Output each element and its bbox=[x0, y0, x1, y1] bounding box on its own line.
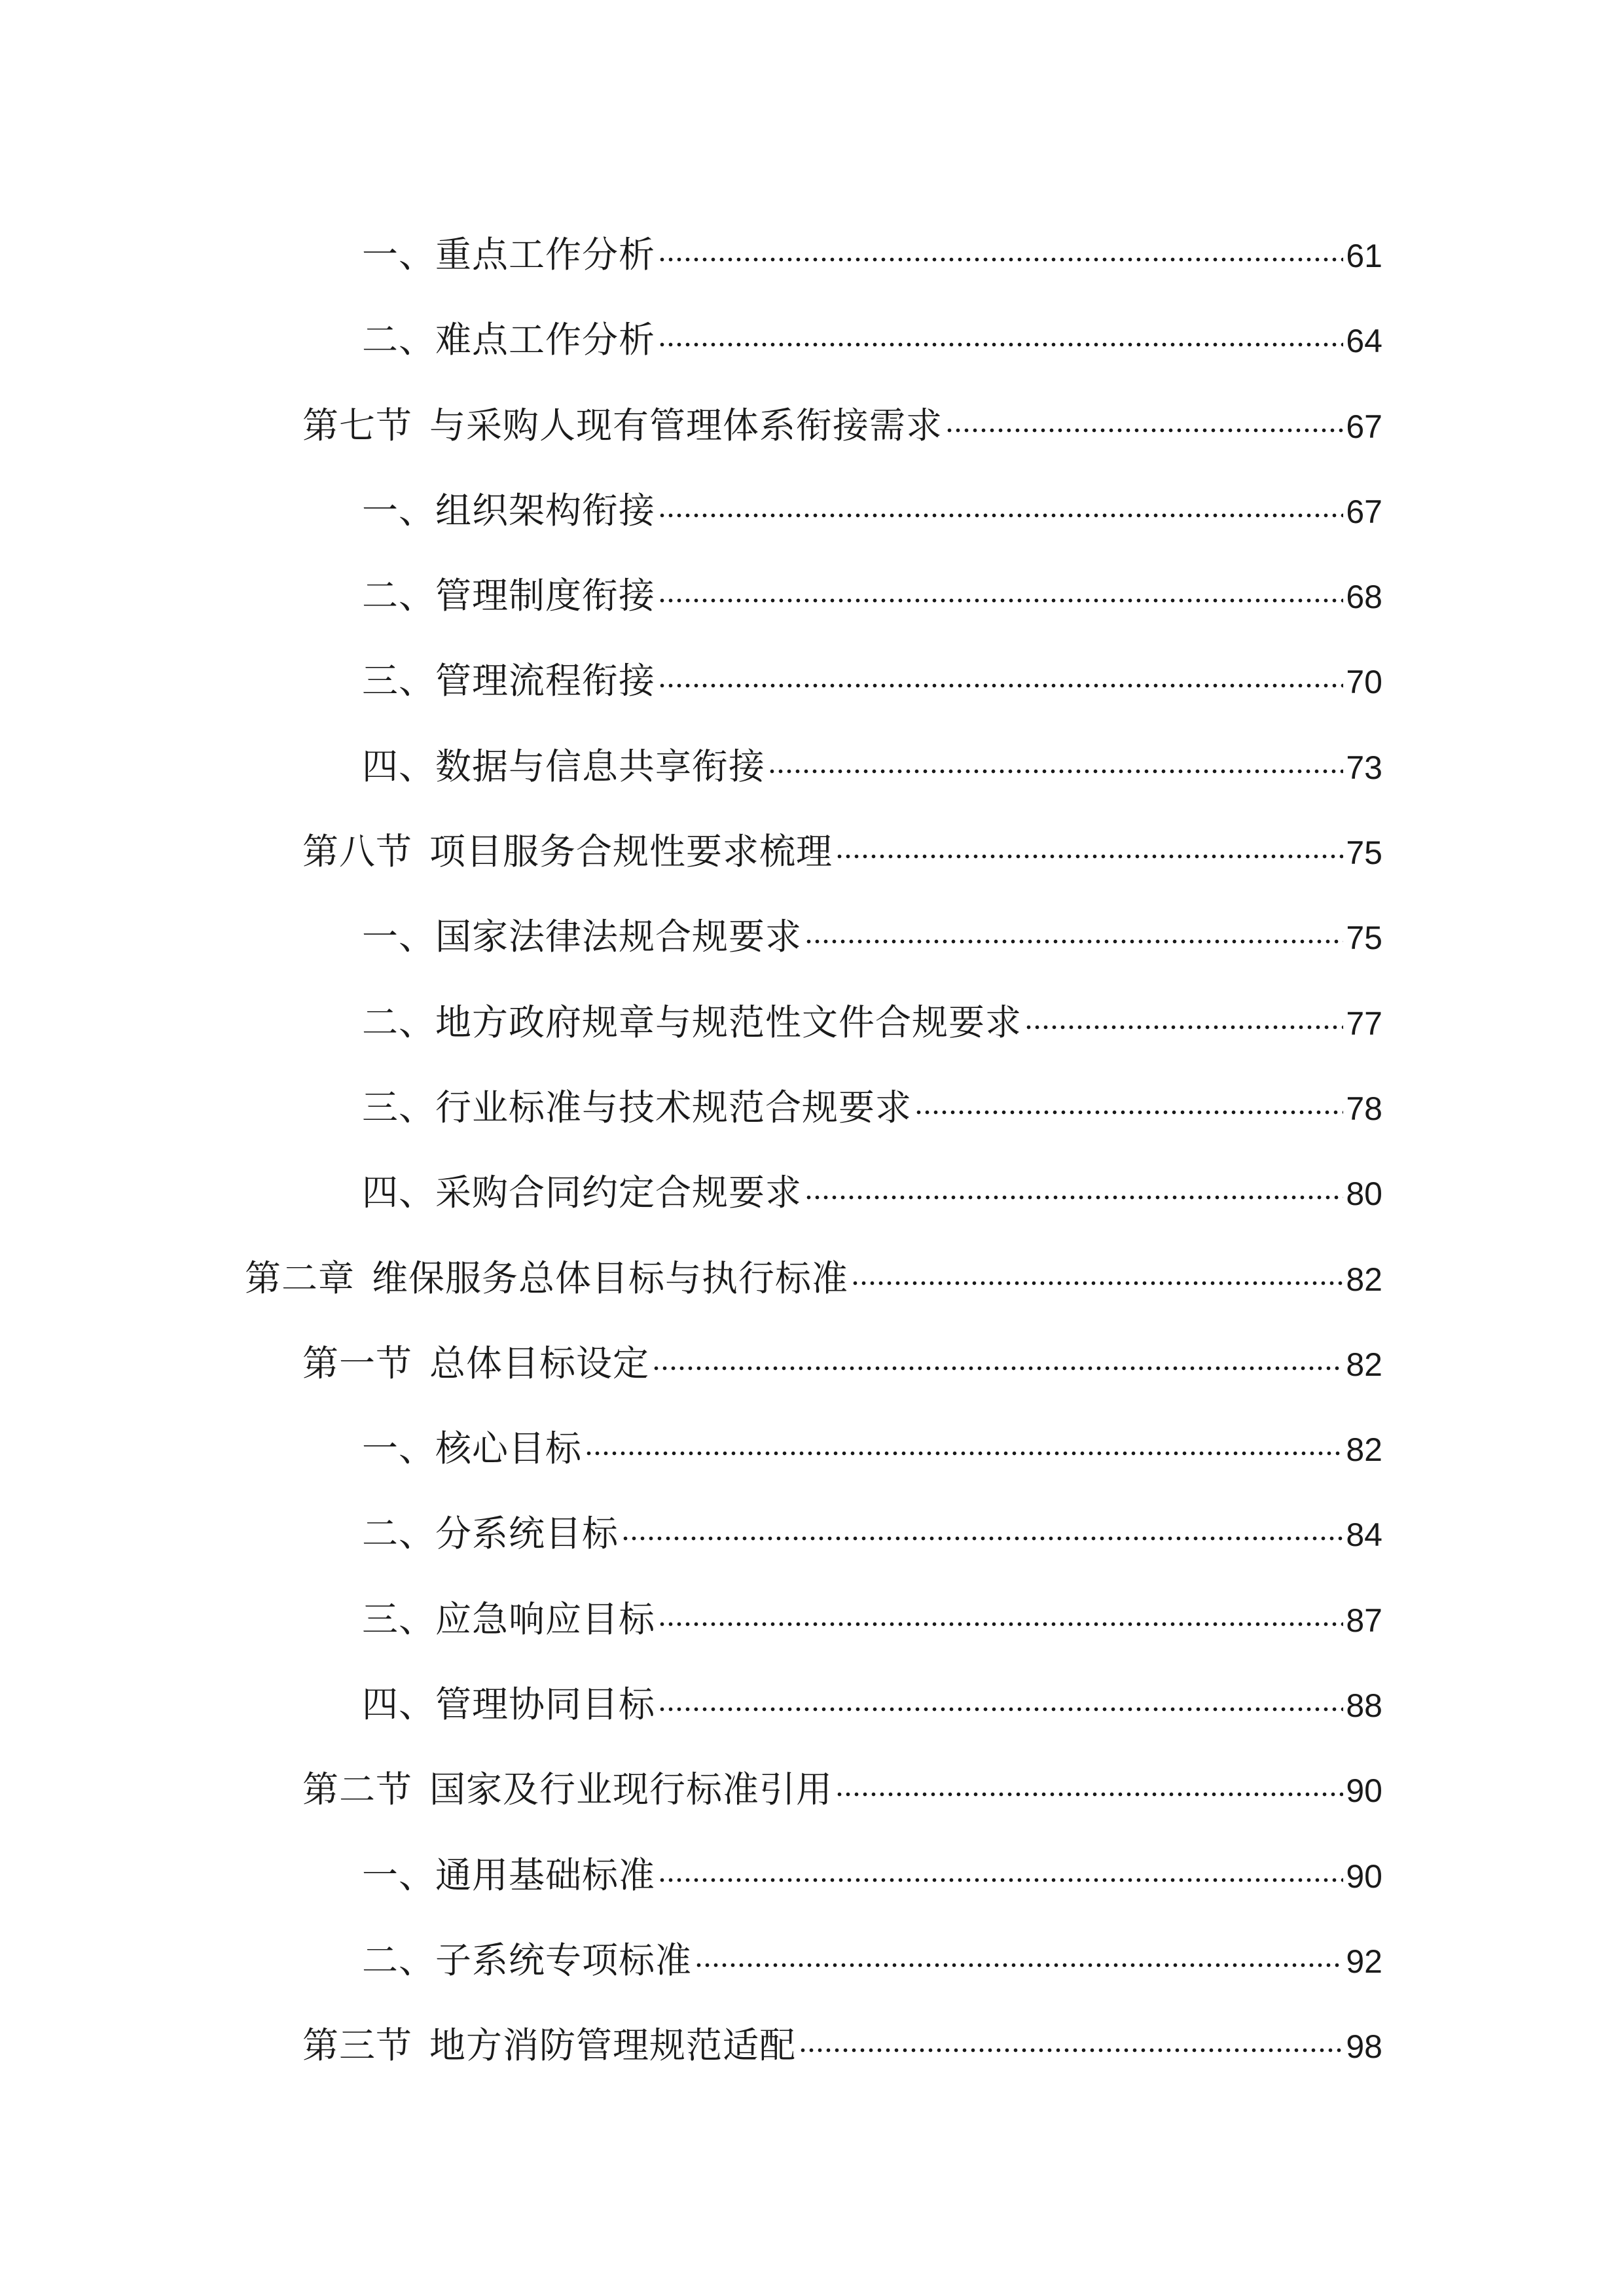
toc-entry[interactable] bbox=[0, 1482, 1624, 1567]
toc-entry-section-number: 第三节 bbox=[302, 2024, 413, 2067]
toc-entry[interactable] bbox=[0, 885, 1624, 970]
toc-entry-line bbox=[245, 1245, 1382, 1299]
toc-entry-title: 国家及行业现行标准引用 bbox=[429, 1768, 833, 1811]
dot-leader bbox=[652, 1330, 1343, 1376]
toc-entry-line bbox=[362, 1586, 1382, 1640]
toc-entry-line bbox=[302, 818, 1382, 873]
toc-entry-page-number: 78 bbox=[1346, 1090, 1382, 1127]
toc-entry-title: 三、行业标准与技术规范合规要求 bbox=[362, 1086, 912, 1128]
toc-entry-page-number: 90 bbox=[1346, 1772, 1382, 1810]
toc-entry-title: 一、重点工作分析 bbox=[362, 234, 656, 276]
toc-entry-page-number: 75 bbox=[1346, 920, 1382, 957]
toc-entry-label bbox=[362, 1852, 655, 1898]
toc-entry-page-number: 88 bbox=[1346, 1687, 1382, 1725]
toc-entry-line bbox=[362, 903, 1382, 958]
dot-leader bbox=[658, 562, 1343, 608]
toc-entry-line bbox=[362, 1074, 1382, 1128]
toc-entry-line bbox=[362, 1842, 1382, 1896]
dot-leader bbox=[835, 818, 1343, 864]
toc-entry[interactable] bbox=[0, 1397, 1624, 1482]
dot-leader bbox=[804, 903, 1343, 949]
toc-entry-line bbox=[362, 562, 1382, 617]
toc-entry-title: 四、数据与信息共享衔接 bbox=[362, 745, 766, 787]
dot-leader bbox=[658, 647, 1343, 693]
toc-entry-line bbox=[362, 989, 1382, 1043]
toc-entry-label bbox=[362, 232, 655, 278]
toc-entry[interactable] bbox=[0, 1056, 1624, 1141]
toc-entry-page-number: 61 bbox=[1346, 238, 1382, 274]
toc-entry[interactable] bbox=[0, 1653, 1624, 1738]
toc-entry-page-number: 70 bbox=[1346, 664, 1382, 701]
toc-entry-page-number: 67 bbox=[1346, 493, 1382, 530]
dot-leader bbox=[835, 1756, 1343, 1802]
toc-entry-label bbox=[362, 914, 802, 960]
toc-entry-label bbox=[362, 317, 655, 363]
toc-entry-label bbox=[362, 488, 655, 533]
dot-leader bbox=[658, 477, 1343, 523]
toc-entry[interactable] bbox=[0, 203, 1624, 288]
toc-entry-page-number: 90 bbox=[1346, 1857, 1382, 1895]
toc-entry[interactable] bbox=[0, 715, 1624, 800]
dot-leader bbox=[1024, 989, 1343, 1035]
toc-entry-title: 维保服务总体目标与执行标准 bbox=[372, 1257, 849, 1299]
toc-entry-title: 一、国家法律法规合规要求 bbox=[362, 916, 803, 958]
toc-entry-page-number: 84 bbox=[1346, 1516, 1382, 1554]
toc-entry-page-number: 98 bbox=[1346, 2028, 1382, 2066]
toc-entry-section-number: 第七节 bbox=[302, 404, 413, 446]
toc-entry-line bbox=[362, 221, 1382, 276]
toc-entry-label bbox=[362, 999, 1022, 1045]
toc-entry-label bbox=[362, 1681, 655, 1727]
toc-entry-title: 一、核心目标 bbox=[362, 1427, 583, 1470]
toc-entry-title: 一、组织架构衔接 bbox=[362, 489, 656, 531]
toc-entry[interactable] bbox=[0, 1823, 1624, 1909]
toc-entry-line bbox=[302, 392, 1382, 446]
dot-leader bbox=[768, 733, 1343, 779]
toc-entry[interactable] bbox=[0, 971, 1624, 1056]
dot-leader bbox=[695, 1927, 1343, 1973]
toc-entry-section-number: 第二节 bbox=[302, 1768, 413, 1811]
toc-entry-line bbox=[362, 647, 1382, 702]
dot-leader bbox=[914, 1074, 1343, 1120]
toc-entry-title: 二、分系统目标 bbox=[362, 1513, 619, 1555]
toc-entry[interactable] bbox=[0, 800, 1624, 885]
table-of-contents bbox=[0, 203, 1624, 2079]
toc-entry-line bbox=[362, 1927, 1382, 1981]
toc-entry[interactable] bbox=[0, 1738, 1624, 1823]
toc-entry-page-number: 82 bbox=[1346, 1261, 1382, 1298]
toc-entry-label bbox=[362, 1511, 619, 1556]
toc-entry[interactable] bbox=[0, 288, 1624, 373]
toc-entry-section-number: 第二章 bbox=[245, 1257, 355, 1299]
toc-entry-page-number: 64 bbox=[1346, 323, 1382, 360]
dot-leader bbox=[804, 1159, 1343, 1205]
dot-leader bbox=[658, 1842, 1343, 1888]
toc-entry-label bbox=[362, 744, 765, 789]
toc-entry-section-number: 第八节 bbox=[302, 831, 413, 873]
toc-entry-title: 二、地方政府规章与规范性文件合规要求 bbox=[362, 1001, 1022, 1043]
toc-entry-line bbox=[362, 477, 1382, 531]
toc-entry-label bbox=[302, 2022, 796, 2068]
toc-entry[interactable] bbox=[0, 1227, 1624, 1312]
toc-entry-page-number: 92 bbox=[1346, 1943, 1382, 1980]
dot-leader bbox=[658, 306, 1343, 352]
toc-entry-title: 地方消防管理规范适配 bbox=[429, 2024, 797, 2067]
toc-entry-label bbox=[362, 1085, 912, 1130]
toc-entry-line bbox=[362, 306, 1382, 361]
toc-entry-line bbox=[362, 1500, 1382, 1555]
toc-entry[interactable] bbox=[0, 1141, 1624, 1226]
dot-leader bbox=[658, 1586, 1343, 1632]
toc-entry[interactable] bbox=[0, 1568, 1624, 1653]
toc-entry-title: 三、管理流程衔接 bbox=[362, 660, 656, 702]
toc-entry-title: 项目服务合规性要求梳理 bbox=[429, 831, 833, 873]
toc-entry-page-number: 73 bbox=[1346, 749, 1382, 786]
toc-entry-page-number: 68 bbox=[1346, 579, 1382, 616]
toc-entry-page-number: 67 bbox=[1346, 408, 1382, 445]
toc-entry-title: 四、管理协同目标 bbox=[362, 1683, 656, 1726]
toc-entry-line bbox=[362, 1415, 1382, 1470]
toc-entry-page-number: 80 bbox=[1346, 1175, 1382, 1213]
toc-entry[interactable] bbox=[0, 544, 1624, 629]
toc-entry-page-number: 82 bbox=[1346, 1431, 1382, 1469]
toc-entry-line bbox=[302, 1756, 1382, 1811]
toc-entry[interactable] bbox=[0, 629, 1624, 714]
dot-leader bbox=[799, 2012, 1343, 2058]
dot-leader bbox=[585, 1415, 1343, 1461]
toc-entry-line bbox=[362, 1159, 1382, 1214]
toc-entry-label bbox=[362, 1426, 582, 1471]
toc-entry-line bbox=[302, 1330, 1382, 1384]
toc-entry-title: 四、采购合同约定合规要求 bbox=[362, 1172, 803, 1214]
dot-leader bbox=[945, 392, 1343, 438]
toc-entry-title: 二、难点工作分析 bbox=[362, 319, 656, 361]
toc-entry-title: 二、子系统专项标准 bbox=[362, 1939, 693, 1981]
toc-entry-label bbox=[362, 1170, 802, 1215]
toc-entry-label bbox=[362, 658, 655, 704]
toc-entry-label bbox=[362, 573, 655, 619]
toc-entry[interactable] bbox=[0, 1909, 1624, 1994]
dot-leader bbox=[658, 221, 1343, 267]
toc-entry-label bbox=[302, 1767, 833, 1812]
toc-entry-page-number: 77 bbox=[1346, 1005, 1382, 1042]
dot-leader bbox=[621, 1500, 1343, 1546]
toc-entry[interactable] bbox=[0, 459, 1624, 544]
dot-leader bbox=[851, 1245, 1343, 1291]
toc-entry-line bbox=[362, 1671, 1382, 1726]
toc-entry-page-number: 82 bbox=[1346, 1346, 1382, 1383]
toc-entry[interactable] bbox=[0, 374, 1624, 459]
toc-entry-label bbox=[362, 1937, 692, 1983]
dot-leader bbox=[658, 1671, 1343, 1717]
toc-entry[interactable] bbox=[0, 1994, 1624, 2079]
toc-entry-line bbox=[302, 2012, 1382, 2067]
toc-entry-title: 与采购人现有管理体系衔接需求 bbox=[429, 404, 943, 446]
toc-entry-title: 总体目标设定 bbox=[429, 1342, 650, 1384]
toc-entry-line bbox=[362, 733, 1382, 787]
toc-entry-page-number: 87 bbox=[1346, 1602, 1382, 1639]
toc-entry-title: 三、应急响应目标 bbox=[362, 1598, 656, 1640]
toc-entry-label bbox=[362, 1596, 655, 1642]
toc-entry-page-number: 75 bbox=[1346, 834, 1382, 872]
toc-entry-title: 一、通用基础标准 bbox=[362, 1854, 656, 1896]
toc-entry-label bbox=[302, 403, 943, 448]
toc-entry-label bbox=[302, 1340, 649, 1386]
toc-entry-label bbox=[302, 829, 833, 874]
toc-entry-section-number: 第一节 bbox=[302, 1342, 413, 1384]
toc-entry[interactable] bbox=[0, 1312, 1624, 1397]
toc-entry-label bbox=[245, 1255, 848, 1301]
toc-entry-title: 二、管理制度衔接 bbox=[362, 575, 656, 617]
